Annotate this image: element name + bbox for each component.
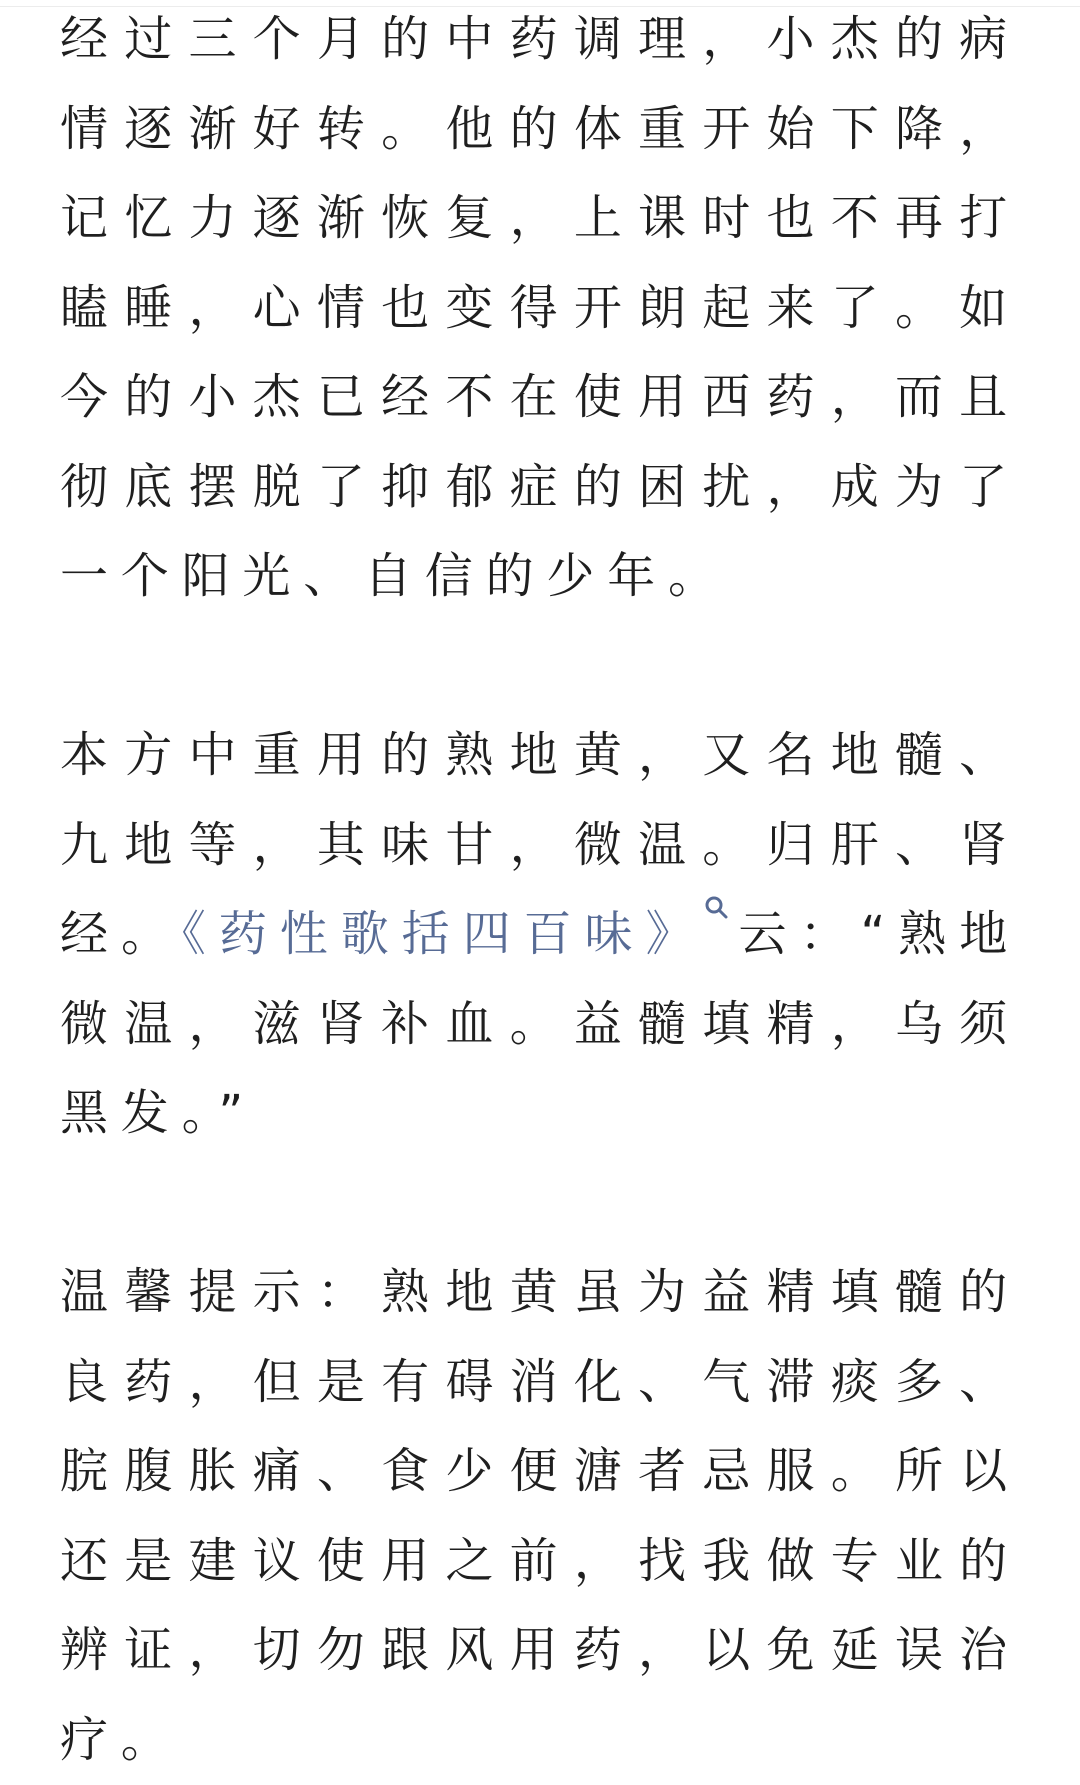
paragraph-warm-tip: 温馨提示：熟地黄虽为益精填髓的良药，但是有碍消化、气滞痰多、脘腹胀痛、食少便溏者忌服。所以还是建议使用之前，找我做专业的辨证，切勿跟风用药，以免延误治疗。	[60, 1264, 1020, 1768]
paragraph-herb-description	[60, 711, 1020, 1159]
search-icon[interactable]	[702, 894, 732, 928]
paragraph-spacer	[60, 622, 1020, 712]
herb-description-text: 本方中重用的熟地黄，又名地髓、九地等，其味甘，微温。归肝、肾经。	[60, 727, 1020, 962]
article-body	[60, 0, 1020, 1785]
paragraph-spacer	[60, 1159, 1020, 1249]
paragraph-recovery: 经过三个月的中药调理，小杰的病情逐渐好转。他的体重开始下降，记忆力逐渐恢复，上课时也不再打瞌睡，心情也变得开朗起来了。如今的小杰已经不在使用西药，而且彻底摆脱了抑郁症的困扰，成为了一个阳光、自信的少年。	[60, 11, 1020, 604]
book-quote-text: 云：“熟地微温，滋肾补血。益髓填精，乌须黑发。”	[60, 906, 1020, 1141]
book-title-link[interactable]: 《药性歌括四百味》	[181, 906, 707, 962]
